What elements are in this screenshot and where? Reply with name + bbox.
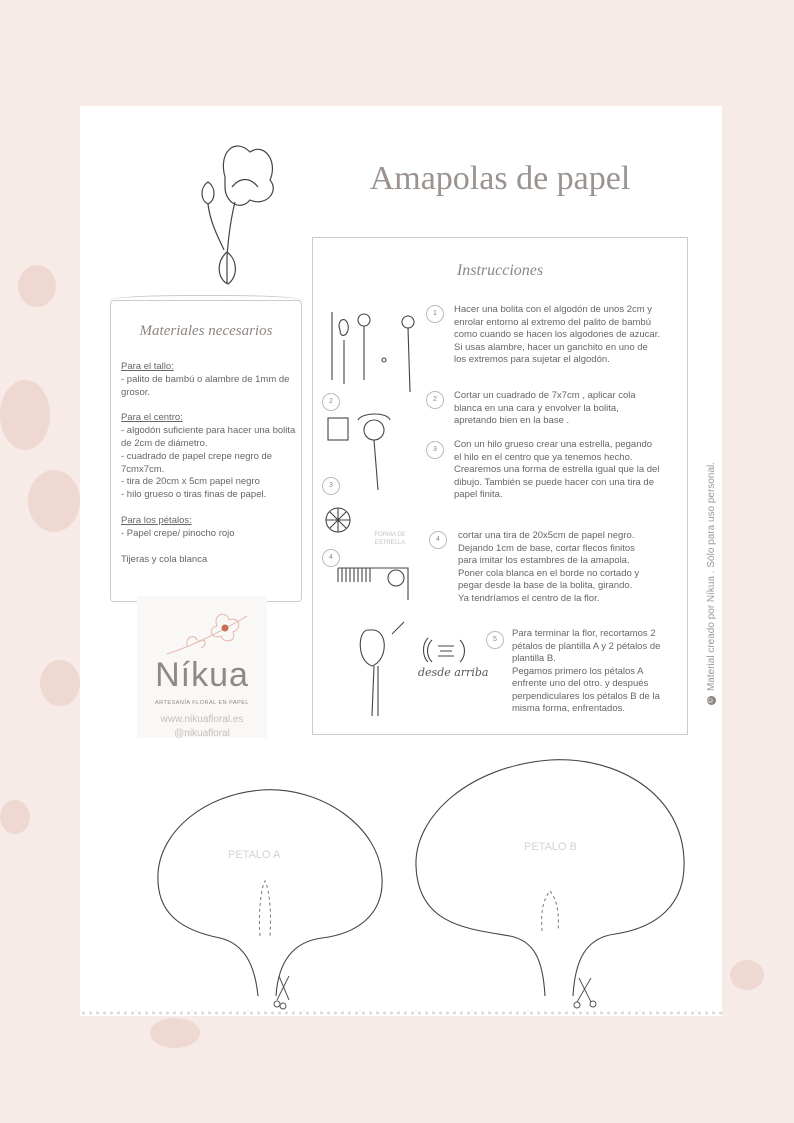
- materials-list: [121, 361, 296, 579]
- top-view-label: desde arriba: [418, 666, 489, 679]
- petals-text: - Papel crepe/ pinocho rojo: [121, 527, 235, 539]
- step-diagrams: [318, 300, 438, 720]
- materials-panel: [110, 300, 302, 602]
- flower-logo-icon: [157, 606, 257, 660]
- star-shape-label: FORMA DE ESTRELLA: [374, 532, 406, 546]
- step-text: Con un hilo grueso crear una estrella, pegando el hilo en el centro que ya tenemos hecho. Crearemos una forma de estrella igual que la del dibujo. También se puede hacer con una tira de papel finita.: [454, 439, 660, 500]
- materials-heading: Materiales necesarios: [139, 323, 273, 339]
- extra-text: Tijeras y cola blanca: [121, 553, 208, 565]
- petals-heading: Para los pétalos:: [121, 514, 192, 526]
- center-item: - cuadrado de papel crepe negro de 7cmx7cm.: [121, 450, 273, 475]
- copyright-text: Material creado por Níkua . Sólo para uso personal.: [706, 461, 717, 691]
- diagram-step-number: 3: [322, 477, 340, 495]
- copyright-icon: ©: [707, 697, 715, 704]
- center-item: - algodón suficiente para hacer una bolita de 2cm de diámetro.: [121, 425, 296, 449]
- stem-heading: Para el tallo:: [121, 361, 174, 372]
- watercolor-splash: [730, 960, 764, 990]
- watercolor-splash: [0, 380, 50, 450]
- step-number: 5: [486, 631, 504, 649]
- instructions-heading: Instrucciones: [456, 262, 544, 279]
- petal-b-template: [410, 756, 690, 1012]
- website-link[interactable]: www.nikuafloral.es: [160, 714, 244, 725]
- center-item: - tira de 20cm x 5cm papel negro: [121, 476, 260, 488]
- diagram-step-number: 4: [322, 549, 340, 567]
- center-heading: Para el centro:: [121, 412, 183, 424]
- watercolor-splash: [0, 800, 30, 834]
- brand-links: [137, 713, 267, 741]
- page-title: Amapolas de papel: [369, 160, 631, 197]
- watercolor-splash: [150, 1018, 200, 1048]
- top-view-sketch: [426, 636, 466, 666]
- step-number: 4: [429, 531, 447, 549]
- brand-tagline: ARTESANÍA FLORAL EN PAPEL: [154, 700, 249, 706]
- step-text: Para terminar la flor, recortamos 2 pétalos de plantilla A y 2 pétalos de plantilla B. Pegamos primero los pétalos A enfrente uno del otro. y después perpendiculares los pétalos B de la misma forma, enfrentados.: [512, 628, 661, 714]
- brand-name: Níkua: [155, 656, 249, 694]
- step-text: cortar una tira de 20x5cm de papel negro. Dejando 1cm de base, cortar flecos finitos para imitar los estambres de la amapola. Poner cola blanca en el borde no cortado y pegar desde la base de la bolita, girando. Ya tendríamos el centro de la flor.: [458, 530, 640, 604]
- petal-b-label: PETALO B: [524, 841, 577, 853]
- watercolor-splash: [28, 470, 80, 532]
- petal-a-label: PETALO A: [228, 849, 281, 861]
- step-number: 3: [426, 441, 444, 459]
- step-number: 1: [426, 305, 444, 323]
- diagram-step-number: 2: [322, 393, 340, 411]
- petal-a-template: [150, 786, 400, 1011]
- center-item: - hilo grueso o tiras finas de papel.: [121, 489, 267, 501]
- copyright-note: [706, 462, 717, 705]
- social-handle[interactable]: @nikuafloral: [174, 728, 230, 739]
- poppy-illustration: [180, 132, 280, 290]
- stem-text: - palito de bambú o alambre de 1mm de grosor.: [121, 373, 290, 398]
- watercolor-splash: [18, 265, 56, 307]
- step-text: Cortar un cuadrado de 7x7cm , aplicar cola blanca en una cara y envolver la bolita, apretando bien en la base .: [454, 390, 636, 426]
- step-number: 2: [426, 391, 444, 409]
- step-text: Hacer una bolita con el algodón de unos 2cm y enrolar entorno al extremo del palito de bambú como cuando se hacen los algodones de azucar. Si usas alambre, hacer un ganchito en uno de los extremos para sujetar el algodón.: [454, 304, 660, 365]
- watercolor-splash: [40, 660, 80, 706]
